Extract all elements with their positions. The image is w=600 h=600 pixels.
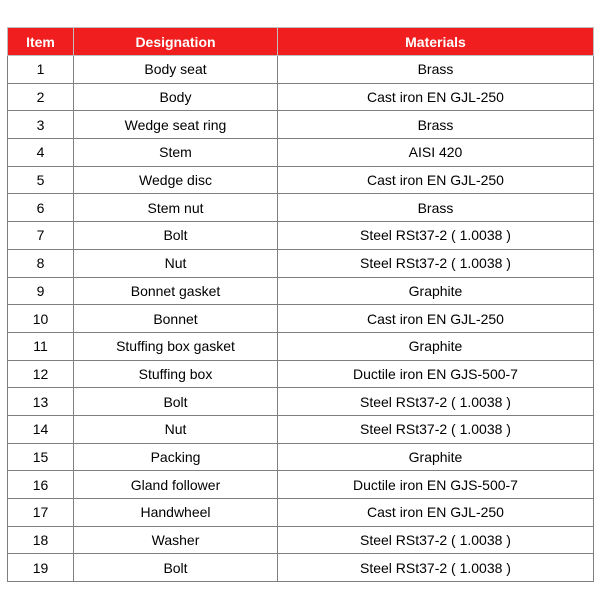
material-cell: Cast iron EN GJL-250 [278,499,594,527]
designation-cell: Stuffing box [74,360,278,388]
table-row [8,443,594,471]
table-row [8,332,594,360]
item-cell: 3 [8,111,74,139]
table-row [8,222,594,250]
material-cell: Steel RSt37-2 ( 1.0038 ) [278,415,594,443]
item-cell: 6 [8,194,74,222]
table-row [8,56,594,84]
parts-table-container [7,27,593,582]
item-cell: 4 [8,139,74,167]
designation-cell: Wedge seat ring [74,111,278,139]
item-cell: 18 [8,526,74,554]
material-cell: Steel RSt37-2 ( 1.0038 ) [278,222,594,250]
item-cell: 10 [8,305,74,333]
designation-cell: Gland follower [74,471,278,499]
table-row [8,194,594,222]
designation-cell: Stuffing box gasket [74,332,278,360]
designation-cell: Body [74,83,278,111]
table-row [8,305,594,333]
designation-cell: Stem nut [74,194,278,222]
column-header-materials: Materials [278,28,594,56]
table-row [8,166,594,194]
material-cell: Cast iron EN GJL-250 [278,166,594,194]
item-cell: 7 [8,222,74,250]
material-cell: Graphite [278,332,594,360]
item-cell: 12 [8,360,74,388]
table-row [8,83,594,111]
designation-cell: Packing [74,443,278,471]
designation-cell: Bolt [74,222,278,250]
designation-cell: Bonnet gasket [74,277,278,305]
material-cell: Steel RSt37-2 ( 1.0038 ) [278,388,594,416]
designation-cell: Bolt [74,554,278,582]
material-cell: Brass [278,194,594,222]
item-cell: 19 [8,554,74,582]
item-cell: 2 [8,83,74,111]
table-row [8,471,594,499]
column-header-item: Item [8,28,74,56]
designation-cell: Washer [74,526,278,554]
material-cell: Graphite [278,443,594,471]
material-cell: Cast iron EN GJL-250 [278,305,594,333]
item-cell: 1 [8,56,74,84]
item-cell: 16 [8,471,74,499]
designation-cell: Wedge disc [74,166,278,194]
table-row [8,554,594,582]
designation-cell: Bolt [74,388,278,416]
item-cell: 13 [8,388,74,416]
item-cell: 14 [8,415,74,443]
designation-cell: Bonnet [74,305,278,333]
table-row [8,111,594,139]
material-cell: Steel RSt37-2 ( 1.0038 ) [278,554,594,582]
parts-materials-table [7,27,594,582]
designation-cell: Nut [74,249,278,277]
table-body [8,56,594,582]
material-cell: Steel RSt37-2 ( 1.0038 ) [278,249,594,277]
material-cell: Ductile iron EN GJS-500-7 [278,471,594,499]
item-cell: 15 [8,443,74,471]
item-cell: 11 [8,332,74,360]
material-cell: Brass [278,111,594,139]
item-cell: 9 [8,277,74,305]
table-row [8,499,594,527]
table-row [8,139,594,167]
table-row [8,277,594,305]
table-row [8,526,594,554]
material-cell: Cast iron EN GJL-250 [278,83,594,111]
table-row [8,415,594,443]
designation-cell: Handwheel [74,499,278,527]
material-cell: Graphite [278,277,594,305]
table-row [8,360,594,388]
table-header-row [8,28,594,56]
designation-cell: Body seat [74,56,278,84]
material-cell: Brass [278,56,594,84]
item-cell: 8 [8,249,74,277]
material-cell: Steel RSt37-2 ( 1.0038 ) [278,526,594,554]
designation-cell: Stem [74,139,278,167]
material-cell: Ductile iron EN GJS-500-7 [278,360,594,388]
table-row [8,388,594,416]
table-row [8,249,594,277]
designation-cell: Nut [74,415,278,443]
column-header-designation: Designation [74,28,278,56]
material-cell: AISI 420 [278,139,594,167]
item-cell: 5 [8,166,74,194]
item-cell: 17 [8,499,74,527]
